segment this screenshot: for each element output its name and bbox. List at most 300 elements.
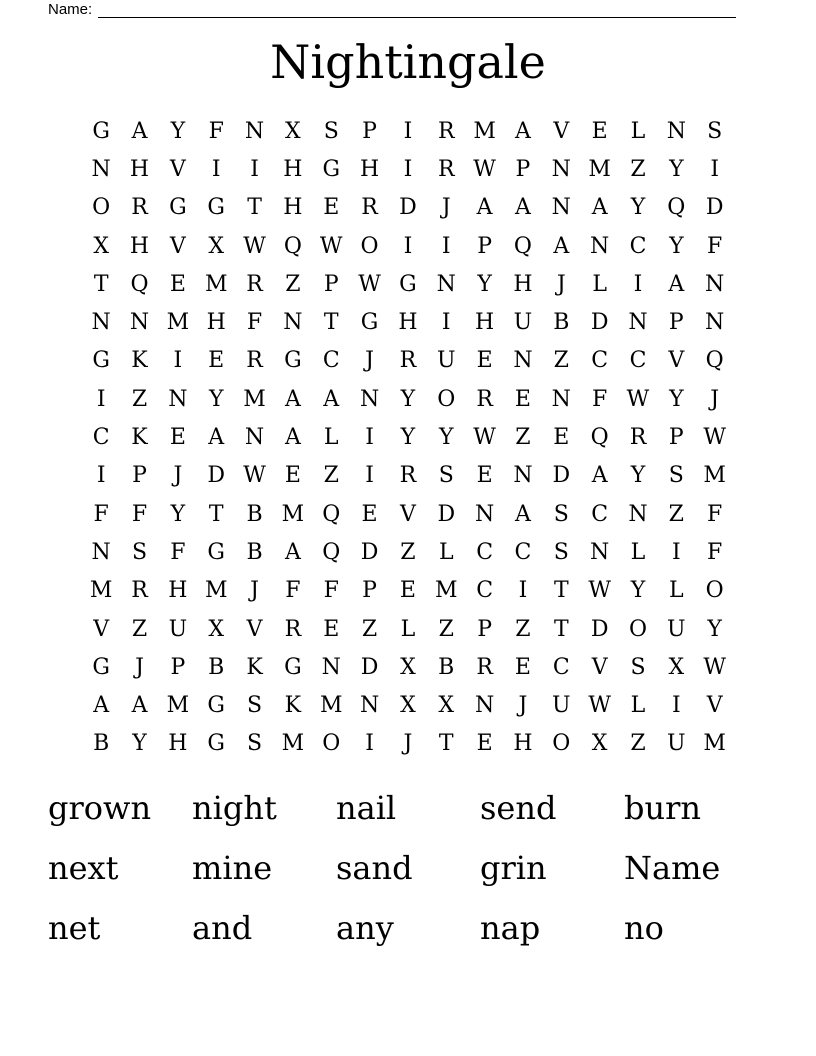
grid-letter[interactable]: S <box>553 539 569 565</box>
grid-letter[interactable]: Q <box>283 233 302 259</box>
grid-letter[interactable]: X <box>400 693 416 719</box>
grid-letter[interactable]: F <box>93 501 109 527</box>
grid-letter[interactable]: I <box>671 693 681 719</box>
grid-letter[interactable]: N <box>91 310 111 336</box>
grid-letter[interactable]: R <box>131 195 148 221</box>
grid-letter[interactable]: S <box>553 501 569 527</box>
grid-letter[interactable]: J <box>135 654 144 680</box>
grid-letter[interactable]: M <box>473 118 496 144</box>
grid-letter[interactable]: B <box>246 501 263 527</box>
grid-letter[interactable]: W <box>473 425 496 451</box>
grid-letter[interactable]: J <box>365 348 374 374</box>
grid-letter[interactable]: N <box>551 195 571 221</box>
grid-letter[interactable]: Q <box>322 539 341 565</box>
grid-letter[interactable]: M <box>703 463 726 489</box>
grid-letter[interactable]: Z <box>515 425 531 451</box>
grid-letter[interactable]: O <box>360 233 379 259</box>
grid-letter[interactable]: I <box>403 156 413 182</box>
grid-letter[interactable]: B <box>246 539 263 565</box>
grid-letter[interactable]: Y <box>400 425 416 451</box>
grid-letter[interactable]: U <box>168 616 188 642</box>
grid-letter[interactable]: A <box>131 693 148 719</box>
grid-letter[interactable]: N <box>474 693 495 719</box>
grid-letter[interactable]: G <box>360 310 379 336</box>
grid-letter[interactable]: U <box>667 731 686 757</box>
grid-letter[interactable]: L <box>438 539 454 565</box>
grid-letter[interactable]: I <box>365 425 374 451</box>
grid-letter[interactable]: T <box>247 195 262 221</box>
grid-letter[interactable]: X <box>668 654 685 680</box>
grid-letter[interactable]: L <box>669 578 684 604</box>
grid-letter[interactable]: W <box>358 271 381 297</box>
grid-letter[interactable]: X <box>208 233 225 259</box>
grid-letter[interactable]: V <box>399 501 416 527</box>
grid-letter[interactable]: B <box>553 310 570 336</box>
grid-letter[interactable]: J <box>710 386 720 412</box>
grid-letter[interactable]: E <box>553 425 570 451</box>
grid-letter[interactable]: T <box>553 616 569 642</box>
grid-letter[interactable]: J <box>518 693 528 719</box>
grid-letter[interactable]: N <box>551 386 571 412</box>
word-bank-item: Name <box>624 849 721 887</box>
grid-letter[interactable]: Z <box>553 348 569 374</box>
grid-letter[interactable]: N <box>590 539 610 565</box>
grid-letter[interactable]: C <box>591 348 609 374</box>
grid-letter[interactable]: L <box>630 118 646 144</box>
grid-letter[interactable]: S <box>247 693 263 719</box>
grid-letter[interactable]: P <box>132 463 147 489</box>
grid-letter[interactable]: N <box>283 310 303 336</box>
grid-letter[interactable]: T <box>323 310 339 336</box>
grid-letter[interactable]: N <box>628 310 648 336</box>
grid-letter[interactable]: G <box>207 195 225 221</box>
grid-letter[interactable]: I <box>633 271 643 297</box>
grid-letter[interactable]: Y <box>669 386 684 412</box>
grid-letter[interactable]: H <box>398 310 418 336</box>
grid-letter[interactable]: U <box>552 693 571 719</box>
grid-letter[interactable]: Y <box>630 463 646 489</box>
grid-letter[interactable]: V <box>169 156 186 182</box>
grid-letter[interactable]: S <box>247 731 263 757</box>
grid-letter[interactable]: Y <box>208 386 224 412</box>
grid-letter[interactable]: Z <box>668 501 684 527</box>
grid-letter[interactable]: H <box>283 156 303 182</box>
word-bank <box>48 778 768 958</box>
grid-letter[interactable]: E <box>399 578 416 604</box>
grid-letter[interactable]: N <box>244 118 265 144</box>
grid-letter[interactable]: H <box>129 156 150 182</box>
grid-letter[interactable]: I <box>710 156 720 182</box>
grid-letter[interactable]: E <box>323 195 340 221</box>
grid-letter[interactable]: I <box>211 156 221 182</box>
grid-letter[interactable]: J <box>403 731 413 757</box>
grid-letter[interactable]: L <box>400 616 416 642</box>
grid-letter[interactable]: W <box>319 233 343 259</box>
grid-letter[interactable]: R <box>246 271 263 297</box>
grid-letter[interactable]: I <box>441 310 451 336</box>
grid-letter[interactable]: E <box>169 425 186 451</box>
grid-letter[interactable]: Z <box>630 731 646 757</box>
grid-letter[interactable]: S <box>323 118 339 144</box>
grid-letter[interactable]: C <box>629 233 647 259</box>
grid-letter[interactable]: M <box>204 578 228 604</box>
grid-letter[interactable]: C <box>629 348 647 374</box>
grid-letter[interactable]: U <box>436 348 456 374</box>
grid-letter[interactable]: M <box>435 578 458 604</box>
grid-letter[interactable]: A <box>515 118 531 144</box>
grid-letter[interactable]: Y <box>439 425 454 451</box>
grid-letter[interactable]: T <box>438 731 454 757</box>
grid-letter[interactable]: E <box>591 118 608 144</box>
word-bank-row <box>48 898 768 958</box>
grid-letter[interactable]: Z <box>400 539 416 565</box>
grid-letter[interactable]: R <box>476 654 493 680</box>
grid-row <box>82 342 734 380</box>
grid-letter[interactable]: I <box>173 348 183 374</box>
grid-letter[interactable]: O <box>628 616 647 642</box>
grid-row <box>82 533 734 571</box>
grid-letter[interactable]: H <box>168 578 188 604</box>
grid-letter[interactable]: N <box>359 693 380 719</box>
grid-letter[interactable]: H <box>359 156 380 182</box>
grid-letter[interactable]: I <box>403 233 413 259</box>
grid-letter[interactable]: Q <box>513 233 532 259</box>
grid-letter[interactable]: Y <box>707 616 722 642</box>
grid-letter[interactable]: I <box>441 233 451 259</box>
grid-letter[interactable]: E <box>514 386 531 412</box>
grid-letter[interactable]: G <box>207 693 225 719</box>
grid-letter[interactable]: O <box>322 731 341 757</box>
grid-letter[interactable]: W <box>626 386 650 412</box>
grid-letter[interactable]: E <box>361 501 378 527</box>
grid-letter[interactable]: E <box>476 348 493 374</box>
grid-letter[interactable]: V <box>553 118 570 144</box>
grid-letter[interactable]: P <box>515 156 531 182</box>
grid-letter[interactable]: I <box>250 156 259 182</box>
grid-letter[interactable]: G <box>322 156 341 182</box>
grid-letter[interactable]: S <box>707 118 723 144</box>
grid-letter[interactable]: Z <box>438 616 454 642</box>
grid-letter[interactable]: G <box>284 654 302 680</box>
grid-letter[interactable]: W <box>588 578 611 604</box>
grid-letter[interactable]: F <box>208 118 224 144</box>
grid-letter[interactable]: Y <box>630 195 646 221</box>
grid-letter[interactable]: N <box>513 463 533 489</box>
grid-letter[interactable]: G <box>399 271 417 297</box>
grid-letter[interactable]: F <box>707 233 723 259</box>
grid-letter[interactable]: R <box>399 463 417 489</box>
grid-letter[interactable]: A <box>515 195 531 221</box>
grid-letter[interactable]: D <box>590 616 609 642</box>
grid-letter[interactable]: R <box>629 425 647 451</box>
grid-letter[interactable]: V <box>169 233 186 259</box>
grid-letter[interactable]: Z <box>630 156 646 182</box>
grid-letter[interactable]: N <box>91 539 111 565</box>
grid-letter[interactable]: M <box>281 731 305 757</box>
grid-letter[interactable]: S <box>438 463 454 489</box>
grid-letter[interactable]: R <box>476 386 493 412</box>
grid-letter[interactable]: A <box>553 233 570 259</box>
grid-letter[interactable]: M <box>89 578 113 604</box>
grid-letter[interactable]: U <box>667 616 686 642</box>
grid-letter[interactable]: L <box>630 539 646 565</box>
grid-letter[interactable]: O <box>92 195 111 221</box>
grid-letter[interactable]: M <box>243 386 266 412</box>
grid-row <box>82 725 734 763</box>
grid-letter[interactable]: Z <box>131 386 148 412</box>
grid-letter[interactable]: J <box>250 578 259 604</box>
grid-letter[interactable]: D <box>360 654 379 680</box>
grid-letter[interactable]: Z <box>361 616 378 642</box>
grid-letter[interactable]: O <box>705 578 724 604</box>
grid-letter[interactable]: B <box>438 654 455 680</box>
grid-letter[interactable]: E <box>476 463 493 489</box>
grid-letter[interactable]: D <box>552 463 571 489</box>
grid-letter[interactable]: F <box>131 501 148 527</box>
name-label: Name: <box>48 1 93 18</box>
grid-letter[interactable]: H <box>129 233 150 259</box>
grid-letter[interactable]: A <box>668 271 685 297</box>
grid-letter[interactable]: C <box>476 539 494 565</box>
grid-letter[interactable]: N <box>436 271 456 297</box>
grid-letter[interactable]: R <box>437 118 455 144</box>
grid-letter[interactable]: B <box>93 731 110 757</box>
grid-letter[interactable]: G <box>284 348 302 374</box>
grid-letter[interactable]: W <box>703 425 726 451</box>
grid-letter[interactable]: Y <box>400 386 416 412</box>
grid-letter[interactable]: E <box>514 654 531 680</box>
grid-letter[interactable]: A <box>131 118 148 144</box>
grid-letter[interactable]: N <box>321 654 341 680</box>
grid-letter[interactable]: K <box>246 654 263 680</box>
grid-letter[interactable]: P <box>477 616 493 642</box>
grid-letter[interactable]: C <box>92 425 110 451</box>
grid-letter[interactable]: F <box>707 501 723 527</box>
grid-row <box>82 495 734 533</box>
grid-letter[interactable]: A <box>284 539 301 565</box>
grid-letter[interactable]: I <box>403 118 413 144</box>
grid-letter[interactable]: Z <box>515 616 531 642</box>
grid-letter[interactable]: O <box>437 386 456 412</box>
grid-letter[interactable]: I <box>671 539 681 565</box>
grid-letter[interactable]: H <box>283 195 303 221</box>
grid-letter[interactable]: R <box>399 348 417 374</box>
grid-letter[interactable]: S <box>131 539 148 565</box>
grid-letter[interactable]: K <box>131 425 148 451</box>
grid-letter[interactable]: N <box>705 310 725 336</box>
grid-letter[interactable]: D <box>590 310 609 336</box>
grid-letter[interactable]: H <box>475 310 495 336</box>
grid-letter[interactable]: P <box>170 654 186 680</box>
grid-letter[interactable]: G <box>169 195 187 221</box>
grid-letter[interactable]: C <box>591 501 609 527</box>
grid-letter[interactable]: U <box>513 310 533 336</box>
grid-letter[interactable]: A <box>93 693 110 719</box>
grid-letter[interactable]: E <box>323 616 340 642</box>
grid-letter[interactable]: O <box>552 731 571 757</box>
grid-letter[interactable]: S <box>668 463 684 489</box>
grid-letter[interactable]: Z <box>285 271 301 297</box>
grid-letter[interactable]: A <box>476 195 493 221</box>
grid-letter[interactable]: V <box>706 693 723 719</box>
grid-letter[interactable]: P <box>668 425 684 451</box>
grid-letter[interactable]: X <box>438 693 455 719</box>
grid-letter[interactable]: W <box>243 233 266 259</box>
grid-letter[interactable]: T <box>553 578 569 604</box>
grid-letter[interactable]: Y <box>477 271 492 297</box>
grid-letter[interactable]: I <box>365 731 374 757</box>
grid-letter[interactable]: A <box>208 425 225 451</box>
grid-letter[interactable]: X <box>93 233 109 259</box>
grid-letter[interactable]: Q <box>667 195 686 221</box>
grid-letter[interactable]: J <box>556 271 566 297</box>
grid-letter[interactable]: P <box>362 118 377 144</box>
grid-letter[interactable]: M <box>588 156 611 182</box>
grid-letter[interactable]: K <box>131 348 148 374</box>
grid-letter[interactable]: I <box>365 463 374 489</box>
grid-letter[interactable]: L <box>592 271 607 297</box>
grid-letter[interactable]: A <box>591 195 608 221</box>
grid-letter[interactable]: M <box>204 271 228 297</box>
grid-letter[interactable]: Y <box>132 731 147 757</box>
grid-letter[interactable]: W <box>243 463 266 489</box>
grid-letter[interactable]: G <box>92 118 110 144</box>
grid-letter[interactable]: G <box>92 654 110 680</box>
grid-letter[interactable]: H <box>513 731 533 757</box>
grid-letter[interactable]: V <box>591 654 608 680</box>
grid-letter[interactable]: N <box>666 118 686 144</box>
grid-letter[interactable]: G <box>92 348 110 374</box>
grid-letter[interactable]: D <box>437 501 456 527</box>
grid-letter[interactable]: D <box>399 195 417 221</box>
grid-letter[interactable]: X <box>208 616 225 642</box>
grid-letter[interactable]: P <box>668 310 684 336</box>
grid-letter[interactable]: A <box>323 386 340 412</box>
grid-letter[interactable]: P <box>477 233 493 259</box>
grid-letter[interactable]: Y <box>669 233 684 259</box>
grid-letter[interactable]: R <box>361 195 378 221</box>
grid-row <box>82 380 734 418</box>
grid-letter[interactable]: M <box>166 310 190 336</box>
grid-letter[interactable]: R <box>284 616 302 642</box>
grid-letter[interactable]: G <box>207 539 225 565</box>
grid-letter[interactable]: Y <box>630 578 646 604</box>
grid-letter[interactable]: J <box>173 463 183 489</box>
grid-letter[interactable]: Q <box>590 425 609 451</box>
grid-letter[interactable]: M <box>166 693 190 719</box>
grid-letter[interactable]: A <box>515 501 531 527</box>
grid-letter[interactable]: C <box>322 348 340 374</box>
grid-letter[interactable]: Y <box>170 118 186 144</box>
grid-letter[interactable]: R <box>437 156 455 182</box>
grid-letter[interactable]: X <box>400 654 416 680</box>
grid-letter[interactable]: W <box>588 693 611 719</box>
grid-letter[interactable]: E <box>169 271 186 297</box>
grid-letter[interactable]: A <box>284 386 301 412</box>
grid-letter[interactable]: M <box>703 731 726 757</box>
grid-letter[interactable]: T <box>208 501 224 527</box>
grid-letter[interactable]: J <box>441 195 451 221</box>
grid-letter[interactable]: M <box>281 501 305 527</box>
grid-letter[interactable]: N <box>129 310 150 336</box>
grid-letter[interactable]: D <box>705 195 724 221</box>
grid-letter[interactable]: S <box>630 654 646 680</box>
grid-letter[interactable]: F <box>592 386 608 412</box>
grid-letter[interactable]: F <box>285 578 301 604</box>
grid-letter[interactable]: E <box>476 731 493 757</box>
grid-letter[interactable]: N <box>628 501 648 527</box>
grid-letter[interactable]: V <box>246 616 263 642</box>
grid-letter[interactable]: H <box>513 271 533 297</box>
grid-letter[interactable]: F <box>170 539 186 565</box>
grid-letter[interactable]: W <box>703 654 726 680</box>
word-bank-item: burn <box>624 789 701 827</box>
grid-letter[interactable]: Q <box>322 501 341 527</box>
grid-letter[interactable]: K <box>284 693 302 719</box>
grid-letter[interactable]: F <box>323 578 339 604</box>
grid-letter[interactable]: A <box>591 463 608 489</box>
grid-letter[interactable]: Z <box>323 463 339 489</box>
grid-letter[interactable]: A <box>284 425 301 451</box>
grid-letter[interactable]: N <box>168 386 188 412</box>
grid-letter[interactable]: E <box>208 348 225 374</box>
grid-letter[interactable]: P <box>362 578 377 604</box>
grid-letter[interactable]: C <box>476 578 494 604</box>
grid-letter[interactable]: C <box>514 539 532 565</box>
grid-letter[interactable]: P <box>323 271 339 297</box>
grid-letter[interactable]: D <box>207 463 226 489</box>
grid-letter[interactable]: F <box>246 310 263 336</box>
grid-letter[interactable]: D <box>360 539 379 565</box>
grid-letter[interactable]: M <box>319 693 343 719</box>
grid-letter[interactable]: G <box>207 731 225 757</box>
grid-letter[interactable]: N <box>590 233 610 259</box>
grid-letter[interactable]: C <box>552 654 570 680</box>
grid-letter[interactable]: L <box>630 693 646 719</box>
grid-letter[interactable]: X <box>285 118 301 144</box>
grid-letter[interactable]: I <box>96 386 106 412</box>
grid-letter[interactable]: Q <box>705 348 724 374</box>
grid-letter[interactable]: R <box>246 348 263 374</box>
name-line[interactable] <box>98 3 736 18</box>
grid-letter[interactable]: V <box>668 348 685 374</box>
grid-letter[interactable]: N <box>244 425 265 451</box>
grid-letter[interactable]: X <box>591 731 608 757</box>
grid-letter[interactable]: L <box>323 425 339 451</box>
grid-letter[interactable]: H <box>206 310 226 336</box>
grid-letter[interactable]: Y <box>669 156 684 182</box>
grid-letter[interactable]: H <box>168 731 188 757</box>
grid-letter[interactable]: B <box>208 654 225 680</box>
grid-letter[interactable]: F <box>707 539 723 565</box>
grid-letter[interactable]: I <box>518 578 528 604</box>
grid-letter[interactable]: N <box>513 348 533 374</box>
grid-letter[interactable]: T <box>93 271 109 297</box>
grid-letter[interactable]: Z <box>131 616 148 642</box>
grid-letter[interactable]: V <box>93 616 110 642</box>
grid-letter[interactable]: W <box>473 156 496 182</box>
grid-letter[interactable]: E <box>284 463 301 489</box>
grid-letter[interactable]: R <box>131 578 148 604</box>
grid-letter[interactable]: N <box>551 156 571 182</box>
grid-letter[interactable]: N <box>91 156 111 182</box>
grid-letter[interactable]: N <box>359 386 380 412</box>
grid-letter[interactable]: N <box>474 501 495 527</box>
grid-letter[interactable]: Y <box>170 501 186 527</box>
grid-letter[interactable]: Q <box>130 271 149 297</box>
grid-letter[interactable]: I <box>96 463 106 489</box>
grid-letter[interactable]: N <box>705 271 725 297</box>
